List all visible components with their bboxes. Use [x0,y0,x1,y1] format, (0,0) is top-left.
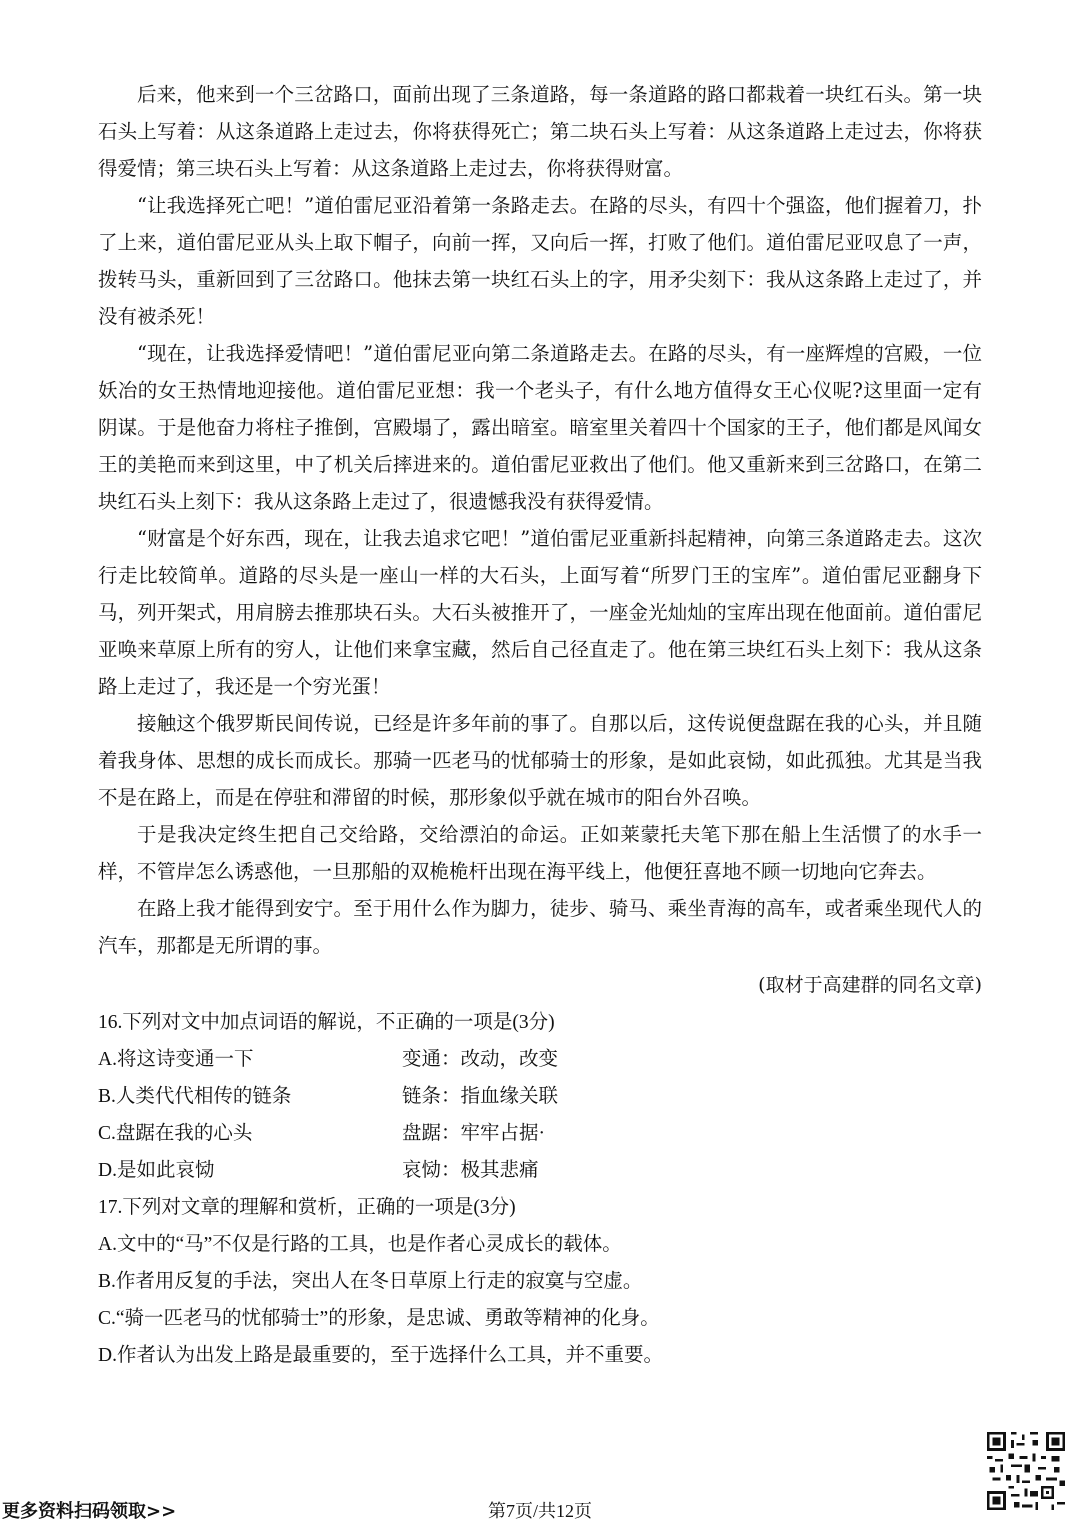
question-16-option-c [98,1115,982,1152]
question-17-stem: 17.下列对文章的理解和赏析，正确的一项是(3分) [98,1197,516,1218]
reading-passage [98,76,982,964]
option-explanation: 链条：指血缘关联 [402,1086,559,1107]
option-text: A.将这诗变通一下 [98,1049,254,1070]
option-explanation: 哀恸：极其悲痛 [402,1160,539,1181]
option-text: C.盘踞在我的心头 [98,1123,253,1144]
paragraph: “财富是个好东西，现在，让我去追求它吧！”道伯雷尼亚重新抖起精神，向第三条道路走去。这次行走比较简单。道路的尽头是一座山一样的大石头，上面写着“所罗门王的宝库”。道伯雷尼亚翻身下马，列开架式，用肩膀去推那块石头。大石头被推开了，一座金光灿灿的宝库出现在他面前。道伯雷尼亚唤来草原上所有的穷人，让他们来拿宝藏，然后自己径直走了。他在第三块红石头上刻下：我从这条路上走过了，我还是一个穷光蛋！ [98,527,982,698]
question-16-stem: 16.下列对文中加点词语的解说，不正确的一项是(3分) [98,1012,555,1033]
question-16-option-a [98,1041,982,1078]
paragraph: “让我选择死亡吧！”道伯雷尼亚沿着第一条路走去。在路的尽头，有四十个强盗，他们握着刀，扑了上来，道伯雷尼亚从头上取下帽子，向前一挥，又向后一挥，打败了他们。道伯雷尼亚叹息了一声，拨转马头，重新回到了三岔路口。他抹去第一块红石头上的字，用矛尖刻下：我从这条路上走过了，并没有被杀死！ [98,194,982,328]
questions-section [98,1004,982,1374]
paragraph: 在路上我才能得到安宁。至于用什么作为脚力，徒步、骑马、乘坐青海的高车，或者乘坐现代人的汽车，那都是无所谓的事。 [98,897,982,957]
question-17-option-a: A.文中的“马”不仅是行路的工具，也是作者心灵成长的载体。 [98,1234,622,1255]
question-17-option-c: C.“骑一匹老马的忧郁骑士”的形象，是忠诚、勇敢等精神的化身。 [98,1308,660,1329]
paragraph: 接触这个俄罗斯民间传说，已经是许多年前的事了。自那以后，这传说便盘踞在我的心头，并且随着我身体、思想的成长而成长。那骑一匹老马的忧郁骑士的形象，是如此哀恸，如此孤独。尤其是当我不是在路上，而是在停驻和滞留的时候，那形象似乎就在城市的阳台外召唤。 [98,712,982,809]
option-text: D.是如此哀恸 [98,1160,215,1181]
option-explanation: 盘踞：牢牢占据· [402,1123,545,1144]
question-17-option-b: B.作者用反复的手法，突出人在冬日草原上行走的寂寞与空虚。 [98,1271,643,1292]
page-number: 第7页/共12页 [487,1501,592,1521]
paragraph: 于是我决定终生把自己交给路，交给漂泊的命运。正如莱蒙托夫笔下那在船上生活惯了的水手一样，不管岸怎么诱惑他，一旦那船的双桅桅杆出现在海平线上，他便狂喜地不顾一切地向它奔去。 [98,823,982,883]
question-16-option-b [98,1078,982,1115]
source-citation: (取材于高建群的同名文章) [758,974,982,996]
footer-promo-link[interactable]: 更多资料扫码领取>> [2,1501,177,1522]
paragraph: “现在，让我选择爱情吧！”道伯雷尼亚向第二条道路走去。在路的尽头，有一座辉煌的宫殿，一位妖冶的女王热情地迎接他。道伯雷尼亚想：我一个老头子，有什么地方值得女王心仪呢?这里面一定有阴谋。于是他奋力将柱子推倒，宫殿塌了，露出暗室。暗室里关着四十个国家的王子，他们都是风闻女王的美艳而来到这里，中了机关后摔进来的。道伯雷尼亚救出了他们。他又重新来到三岔路口，在第二块红石头上刻下：我从这条路上走过了，很遗憾我没有获得爱情。 [98,342,982,513]
option-explanation: 变通：改动，改变 [402,1049,559,1070]
question-16-option-d [98,1152,982,1189]
option-text: B.人类代代相传的链条 [98,1086,292,1107]
paragraph: 后来，他来到一个三岔路口，面前出现了三条道路，每一条道路的路口都栽着一块红石头。第一块石头上写着：从这条道路上走过去，你将获得死亡；第二块石头上写着：从这条道路上走过去，你将获得爱情；第三块石头上写着：从这条道路上走过去，你将获得财富。 [98,83,982,180]
question-17-option-d: D.作者认为出发上路是最重要的，至于选择什么工具，并不重要。 [98,1345,663,1366]
